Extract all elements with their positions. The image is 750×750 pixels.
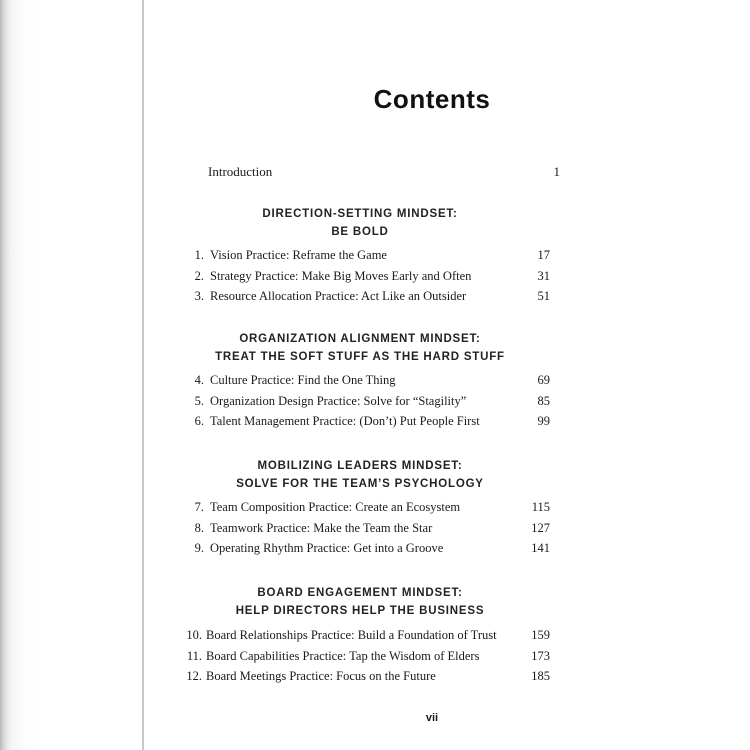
section-heading-line: MOBILIZING LEADERS MINDSET: xyxy=(257,460,463,472)
toc-entry xyxy=(188,373,550,394)
toc-entry-title: Board Capabilities Practice: Tap the Wisdom of Elders xyxy=(206,648,480,663)
toc-entry-title: Board Relationships Practice: Build a Foundation of Trust xyxy=(206,628,497,642)
toc-entry-number: 10. xyxy=(186,628,202,642)
toc-entry xyxy=(188,541,550,562)
section-heading-line: BOARD ENGAGEMENT MINDSET: xyxy=(257,587,463,599)
section-heading-line: TREAT THE SOFT STUFF AS THE HARD STUFF xyxy=(215,351,505,363)
page-number: vii xyxy=(425,712,439,724)
toc-entry-title: Culture Practice: Find the One Thing xyxy=(210,373,396,387)
toc-entry-page: 99 xyxy=(537,414,550,428)
page-title: Contents xyxy=(373,84,491,114)
toc-entry-title: Team Composition Practice: Create an Ecosystem xyxy=(210,500,461,514)
section-heading-direction-setting xyxy=(180,205,540,241)
toc-entry-number: 11. xyxy=(186,648,202,663)
toc-entry-title: Operating Rhythm Practice: Get into a Groove xyxy=(210,541,444,555)
toc-entry-page: 51 xyxy=(537,289,550,303)
toc-entry-page: 173 xyxy=(531,648,550,663)
section-heading-line: ORGANIZATION ALIGNMENT MINDSET: xyxy=(239,333,481,345)
toc-entry-page: 17 xyxy=(537,248,550,262)
section-heading-line: SOLVE FOR THE TEAM’S PSYCHOLOGY xyxy=(236,478,484,490)
toc-entry-page: 69 xyxy=(537,373,550,387)
toc-entry-page: 159 xyxy=(531,628,550,642)
section-heading-board-engagement xyxy=(180,584,540,620)
toc-entry xyxy=(188,649,550,670)
toc-entry-page: 115 xyxy=(531,500,550,514)
section-heading-line: DIRECTION-SETTING MINDSET: xyxy=(262,208,458,220)
toc-entry-number: 3. xyxy=(194,289,204,303)
toc-entry-number: 6. xyxy=(194,414,204,428)
toc-entry-title: Board Meetings Practice: Focus on the Future xyxy=(206,669,436,683)
toc-entry-page: 185 xyxy=(531,669,550,683)
toc-entry xyxy=(188,500,550,521)
toc-entry xyxy=(188,669,550,690)
toc-entry xyxy=(188,248,550,269)
toc-entry-number: 7. xyxy=(194,500,204,514)
toc-entry-title: Organization Design Practice: Solve for “Stagility” xyxy=(210,393,467,408)
section-heading-organization-alignment xyxy=(180,330,540,366)
toc-entry-page: 31 xyxy=(537,268,550,283)
toc-entry-number: 8. xyxy=(194,520,204,535)
contents-page xyxy=(150,0,750,750)
section-entries-board-engagement xyxy=(188,628,550,690)
toc-entry-number: 4. xyxy=(194,373,204,387)
section-heading-mobilizing-leaders xyxy=(180,457,540,493)
toc-entry xyxy=(188,521,550,542)
toc-entry xyxy=(188,269,550,290)
toc-entry-title: Vision Practice: Reframe the Game xyxy=(210,248,387,262)
toc-entry xyxy=(188,628,550,649)
toc-entry xyxy=(188,289,550,310)
toc-entry xyxy=(188,414,550,435)
toc-entry-page: 127 xyxy=(531,520,550,535)
section-heading-line: BE BOLD xyxy=(331,226,389,238)
toc-entry-number: 2. xyxy=(194,268,204,283)
toc-entry-title: Talent Management Practice: (Don’t) Put People First xyxy=(210,414,480,428)
section-heading-line: HELP DIRECTORS HELP THE BUSINESS xyxy=(235,605,485,617)
section-entries-mobilizing-leaders xyxy=(188,500,550,562)
toc-entry-title: Strategy Practice: Make Big Moves Early and Often xyxy=(210,268,472,283)
toc-entry-title: Teamwork Practice: Make the Team the Star xyxy=(210,520,433,535)
section-entries-organization-alignment xyxy=(188,373,550,435)
toc-entry-introduction xyxy=(208,164,560,180)
toc-entry-number: 5. xyxy=(194,393,204,408)
toc-entry-label: Introduction xyxy=(208,164,273,179)
toc-entry-number: 12. xyxy=(186,669,202,683)
section-entries-direction-setting xyxy=(188,248,550,310)
toc-entry-number: 9. xyxy=(194,541,204,555)
toc-entry-page: 141 xyxy=(531,541,550,555)
toc-entry-title: Resource Allocation Practice: Act Like an Outsider xyxy=(210,289,467,303)
toc-entry-page: 1 xyxy=(553,164,560,179)
toc-entry-page: 85 xyxy=(537,393,550,408)
toc-entry-number: 1. xyxy=(194,248,204,262)
toc-entry xyxy=(188,394,550,415)
